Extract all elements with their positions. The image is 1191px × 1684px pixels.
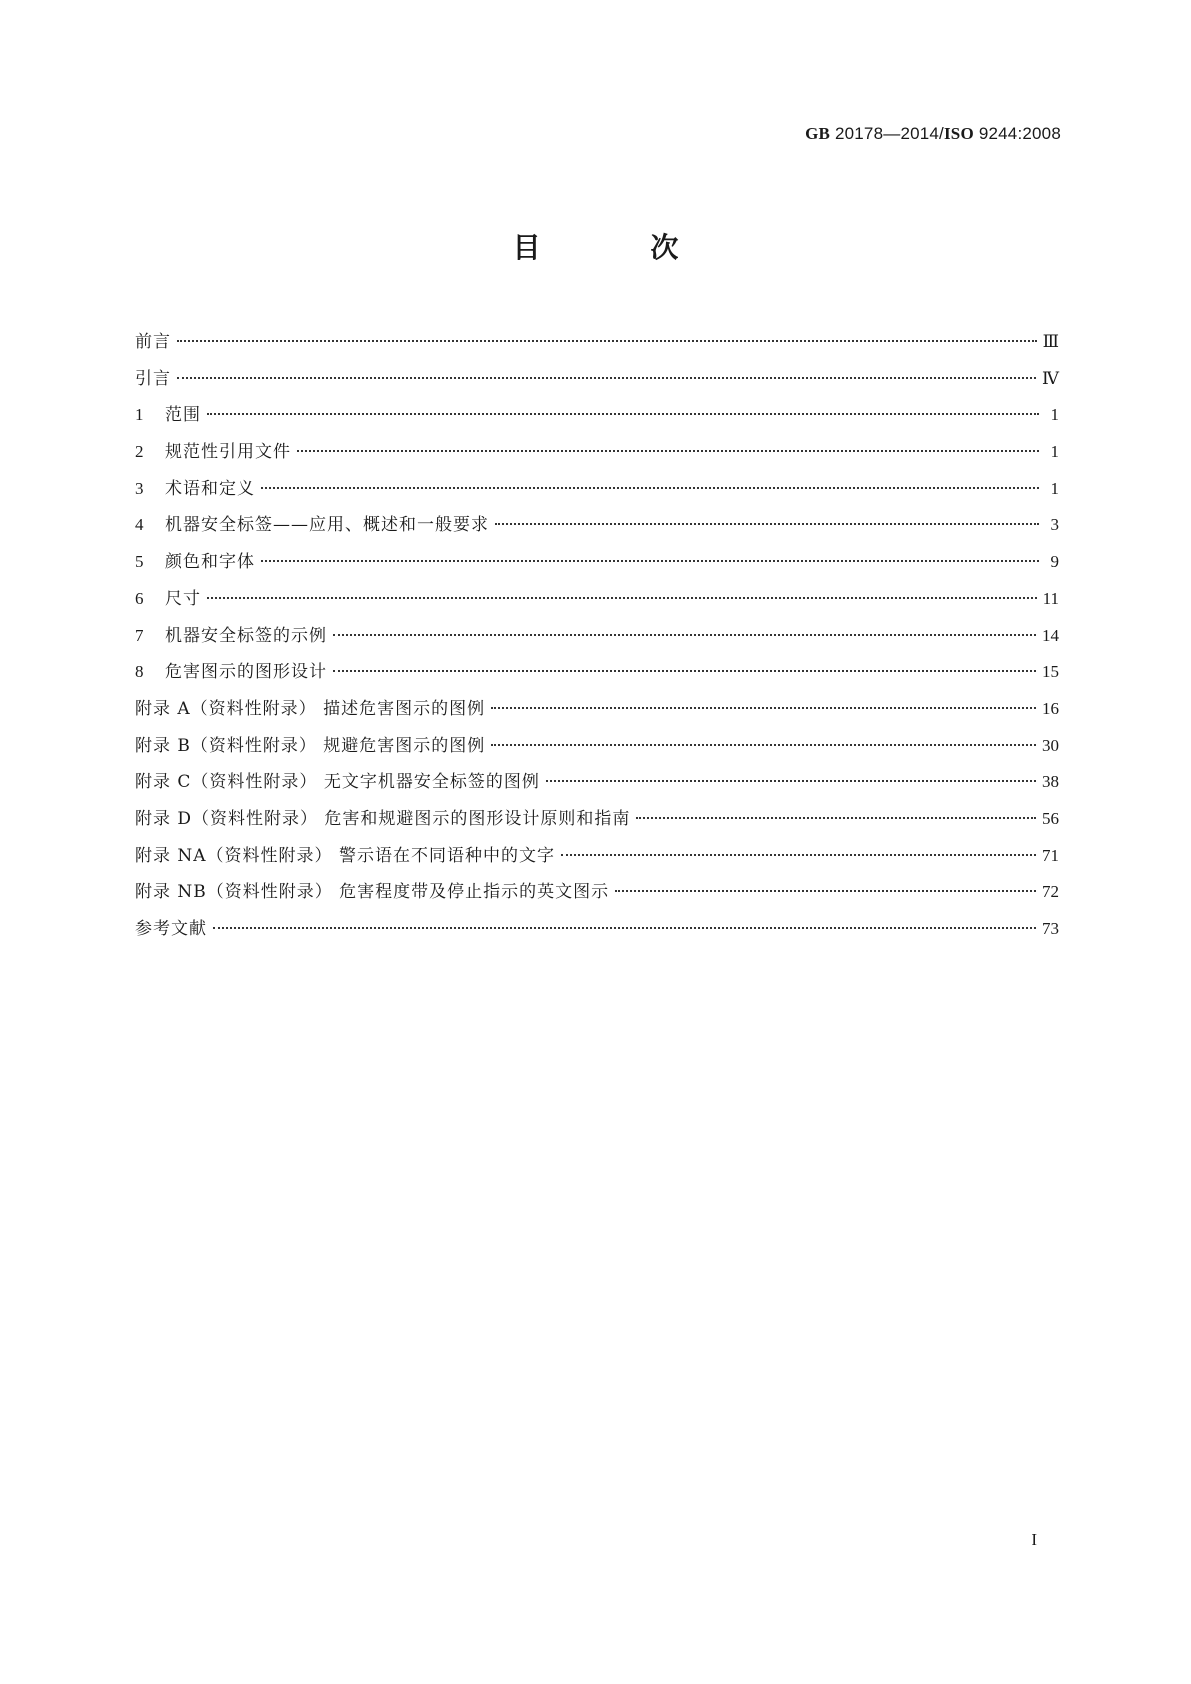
toc-entry-label: 附录 A（资料性附录） 描述危害图示的图例	[135, 698, 486, 719]
toc-entry-label: 前言	[135, 332, 171, 352]
toc-entry[interactable]	[135, 804, 1059, 841]
toc-entry-label: 附录 D（资料性附录） 危害和规避图示的图形设计原则和指南	[135, 808, 631, 829]
toc-entry-label: 范围	[165, 405, 201, 426]
page-number: I	[1031, 1530, 1037, 1549]
toc-leader-dots	[177, 377, 1036, 379]
toc-entry-page: 15	[1042, 662, 1059, 682]
toc-entry[interactable]	[135, 437, 1059, 474]
toc-entry[interactable]	[135, 877, 1059, 914]
standard-code	[805, 124, 1061, 144]
toc-entry-label: 危害图示的图形设计	[165, 662, 327, 683]
toc-leader-dots	[261, 560, 1039, 562]
toc-leader-dots	[561, 854, 1036, 856]
toc-entry[interactable]	[135, 767, 1059, 804]
toc-entry-page: 1	[1050, 478, 1059, 498]
toc-leader-dots	[261, 487, 1039, 489]
toc-entry-label: 附录 C（资料性附录） 无文字机器安全标签的图例	[135, 772, 540, 793]
toc-leader-dots	[491, 707, 1036, 709]
toc-entry-number: 1	[135, 405, 144, 425]
toc-entry-page: 1	[1050, 442, 1059, 462]
iso-number: 9244:2008	[978, 124, 1061, 143]
toc-leader-dots	[615, 890, 1036, 892]
toc-entry-label: 颜色和字体	[165, 552, 255, 573]
toc-entry-page: 16	[1042, 698, 1059, 718]
toc-entry-page: 73	[1042, 919, 1059, 938]
toc-entry-label: 机器安全标签——应用、概述和一般要求	[165, 515, 489, 536]
toc-entry-label: 附录 NA（资料性附录） 警示语在不同语种中的文字	[135, 845, 555, 866]
toc-leader-dots	[333, 670, 1036, 672]
toc-entry-page: 9	[1050, 552, 1059, 572]
std-number: 20178—2014/	[834, 124, 944, 143]
toc-leader-dots	[495, 523, 1039, 525]
toc-leader-dots	[213, 927, 1036, 929]
toc-leader-dots	[333, 634, 1036, 636]
toc-leader-dots	[636, 817, 1036, 819]
toc-leader-dots	[207, 413, 1039, 415]
toc-entry-number: 2	[135, 442, 144, 462]
toc-entry-number: 7	[135, 625, 144, 645]
toc-entry-label: 术语和定义	[165, 478, 255, 499]
toc-entry-label: 附录 NB（资料性附录） 危害程度带及停止指示的英文图示	[135, 882, 610, 903]
toc-entry[interactable]	[135, 731, 1059, 768]
toc-entry[interactable]	[135, 584, 1059, 621]
toc-leader-dots	[546, 780, 1036, 782]
toc-entry-number: 8	[135, 662, 144, 682]
toc-entry-number: 6	[135, 588, 144, 608]
toc-entry-page: 3	[1050, 515, 1059, 535]
toc-entry[interactable]	[135, 327, 1059, 364]
iso-prefix: ISO	[943, 124, 974, 143]
toc-entry-page: 71	[1042, 845, 1059, 865]
toc-leader-dots	[491, 744, 1036, 746]
toc-entry[interactable]	[135, 364, 1059, 401]
toc-entry-page: 72	[1042, 882, 1059, 902]
toc-entry-page: 38	[1042, 772, 1059, 792]
toc-leader-dots	[177, 340, 1037, 342]
toc-entry-label: 机器安全标签的示例	[165, 625, 327, 646]
toc-entry-label: 参考文献	[135, 919, 207, 939]
toc-entry-number: 5	[135, 552, 144, 572]
toc-entry-page: Ⅲ	[1042, 332, 1059, 351]
toc-entry-page: 1	[1050, 405, 1059, 425]
std-prefix: GB	[805, 124, 831, 143]
toc-leader-dots	[207, 597, 1037, 599]
toc-entry-page: 14	[1042, 625, 1059, 645]
toc-entry[interactable]	[135, 474, 1059, 511]
toc-entry-label: 引言	[135, 368, 171, 389]
toc-entry-number: 3	[135, 478, 144, 498]
toc-leader-dots	[297, 450, 1039, 452]
toc-entry-page: 56	[1042, 808, 1059, 828]
toc-entry-label: 尺寸	[165, 588, 201, 609]
toc-entry[interactable]	[135, 694, 1059, 731]
toc-entry-page: 11	[1042, 588, 1059, 608]
page-title: 目 次	[512, 231, 729, 264]
toc-entry[interactable]	[135, 914, 1059, 951]
toc-entry-page: Ⅳ	[1042, 368, 1059, 388]
toc-entry[interactable]	[135, 841, 1059, 878]
toc-entry[interactable]	[135, 547, 1059, 584]
table-of-contents	[135, 327, 1059, 951]
toc-entry-number: 4	[135, 515, 144, 535]
toc-entry-label: 规范性引用文件	[165, 442, 291, 463]
toc-entry-page: 30	[1042, 735, 1059, 755]
toc-entry[interactable]	[135, 400, 1059, 437]
toc-entry-label: 附录 B（资料性附录） 规避危害图示的图例	[135, 735, 486, 756]
toc-entry[interactable]	[135, 657, 1059, 694]
toc-entry[interactable]	[135, 510, 1059, 547]
toc-entry[interactable]	[135, 621, 1059, 658]
